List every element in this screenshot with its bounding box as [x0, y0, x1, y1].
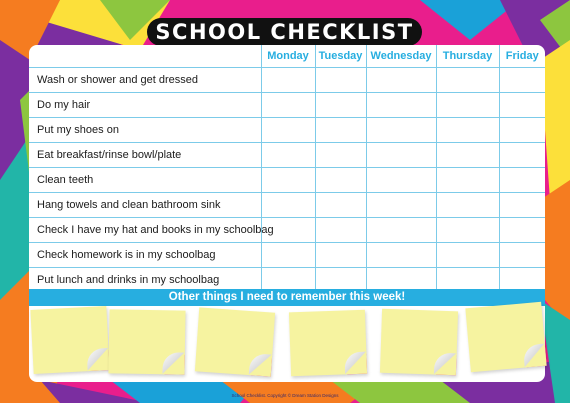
task-label: Eat breakfast/rinse bowl/plate [29, 143, 261, 168]
checkbox-cell-wednesday[interactable] [366, 93, 436, 118]
sticky-note[interactable] [465, 302, 546, 372]
checkbox-cell-monday[interactable] [261, 68, 315, 93]
checkbox-cell-wednesday[interactable] [366, 118, 436, 143]
checklist-table [29, 45, 545, 292]
checkbox-cell-friday[interactable] [499, 168, 545, 193]
checkbox-cell-wednesday[interactable] [366, 243, 436, 268]
task-row [29, 218, 545, 243]
task-row [29, 168, 545, 193]
checkbox-cell-thursday[interactable] [436, 93, 499, 118]
task-row [29, 68, 545, 93]
checkbox-cell-thursday[interactable] [436, 243, 499, 268]
day-header-friday: Friday [499, 45, 545, 68]
day-header-wednesday: Wednesday [366, 45, 436, 68]
checkbox-cell-tuesday[interactable] [315, 243, 366, 268]
checkbox-cell-tuesday[interactable] [315, 168, 366, 193]
task-label: Clean teeth [29, 168, 261, 193]
checkbox-cell-thursday[interactable] [436, 218, 499, 243]
task-row [29, 143, 545, 168]
page-title: SCHOOL CHECKLIST [147, 18, 422, 46]
checkbox-cell-tuesday[interactable] [315, 193, 366, 218]
sticky-note[interactable] [195, 307, 275, 376]
checkbox-cell-thursday[interactable] [436, 118, 499, 143]
checkbox-cell-tuesday[interactable] [315, 93, 366, 118]
header-row [29, 45, 545, 68]
checkbox-cell-wednesday[interactable] [366, 168, 436, 193]
copyright-footer: School Checklist. Copyright © Dream Station Designs [231, 393, 339, 398]
checkbox-cell-tuesday[interactable] [315, 68, 366, 93]
task-label: Put my shoes on [29, 118, 261, 143]
day-header-monday: Monday [261, 45, 315, 68]
checkbox-cell-friday[interactable] [499, 243, 545, 268]
checkbox-cell-wednesday[interactable] [366, 143, 436, 168]
task-label: Wash or shower and get dressed [37, 74, 199, 86]
checkbox-cell-friday[interactable] [499, 193, 545, 218]
sticky-note[interactable] [380, 309, 458, 376]
task-label: Check homework is in my schoolbag [29, 243, 261, 268]
task-row [29, 193, 545, 218]
task-label: Do my hair [29, 93, 261, 118]
sticky-note[interactable] [30, 306, 109, 374]
checkbox-cell-thursday[interactable] [436, 168, 499, 193]
checkbox-cell-thursday[interactable] [436, 143, 499, 168]
checkbox-cell-friday[interactable] [499, 118, 545, 143]
task-row [29, 118, 545, 143]
checkbox-cell-wednesday[interactable] [366, 218, 436, 243]
header-corner [29, 45, 261, 68]
checkbox-cell-monday[interactable] [261, 118, 315, 143]
task-row [29, 93, 545, 118]
checkbox-cell-monday[interactable] [261, 193, 315, 218]
sticky-note[interactable] [289, 310, 367, 377]
sticky-note[interactable] [108, 309, 185, 374]
reminder-heading: Other things I need to remember this week! [29, 289, 545, 306]
checkbox-cell-tuesday[interactable] [315, 118, 366, 143]
checkbox-cell-friday[interactable] [499, 143, 545, 168]
checkbox-cell-monday[interactable] [261, 243, 315, 268]
checkbox-cell-monday[interactable] [261, 143, 315, 168]
checkbox-cell-wednesday[interactable] [366, 68, 436, 93]
checkbox-cell-tuesday[interactable] [315, 218, 366, 243]
checkbox-cell-thursday[interactable] [436, 68, 499, 93]
checkbox-cell-wednesday[interactable] [366, 193, 436, 218]
checkbox-cell-monday[interactable] [261, 93, 315, 118]
day-header-tuesday: Tuesday [315, 45, 366, 68]
task-row [29, 243, 545, 268]
checkbox-cell-friday[interactable] [499, 93, 545, 118]
checkbox-cell-tuesday[interactable] [315, 143, 366, 168]
task-label: Put lunch and drinks in my schoolbag [29, 268, 261, 293]
checkbox-cell-friday[interactable] [499, 68, 545, 93]
checkbox-cell-thursday[interactable] [436, 193, 499, 218]
task-label: Hang towels and clean bathroom sink [29, 193, 261, 218]
task-rows [29, 68, 545, 293]
task-label: Check I have my hat and books in my schoolbag [29, 218, 261, 243]
checkbox-cell-monday[interactable] [261, 168, 315, 193]
day-header-thursday: Thursday [436, 45, 499, 68]
checkbox-cell-friday[interactable] [499, 218, 545, 243]
